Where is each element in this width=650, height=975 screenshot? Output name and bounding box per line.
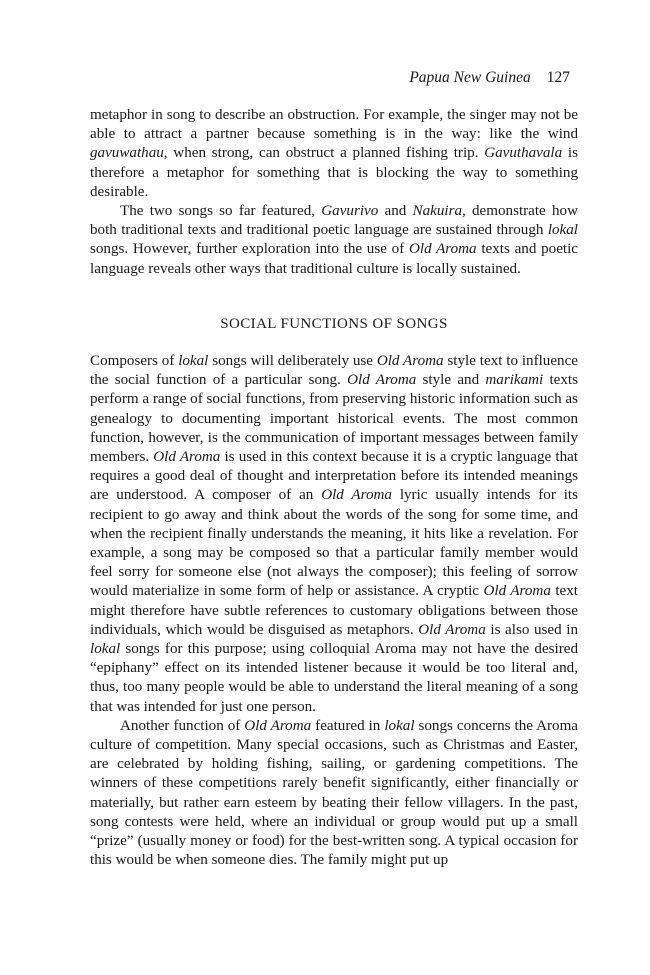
text-run: Composers of [90, 353, 179, 369]
italic-term: lokal [90, 641, 121, 658]
italic-term: Old Aroma [244, 717, 312, 734]
text-run: when strong, can obstruct a planned fishing trip. [167, 145, 485, 162]
body-text-after-heading [90, 352, 578, 870]
italic-term: Old Aroma [408, 241, 477, 258]
paragraph [90, 352, 578, 717]
paragraph [90, 106, 578, 202]
text-run: texts perform a range of social functions, from preserving historic information such as genealogy to documenting important historical events. The most common function, however, is the communication of important messages between family members. [90, 372, 578, 466]
text-run: Another function of [120, 717, 245, 734]
paragraph [90, 202, 578, 279]
page-number: 127 [546, 69, 570, 86]
italic-term: Old Aroma [418, 621, 486, 638]
running-head-title: Papua New Guinea [409, 69, 531, 86]
text-run: featured in [311, 717, 385, 734]
section-heading: SOCIAL FUNCTIONS OF SONGS [220, 316, 448, 332]
text-run: songs for this purpose; using colloquial Aroma may not have the desired “epiphany” effect on its intended listener because it would be too literal and, thus, too many people would be able to understand the literal meaning of a song that was intended for just one person. [90, 641, 578, 715]
italic-term: Gavuthavala [484, 145, 563, 162]
text-run: demonstrate how both traditional texts and traditional poetic language are sustained through [90, 203, 578, 239]
running-head [409, 68, 570, 88]
body-text-before-heading [90, 106, 578, 279]
text-run: metaphor in song to describe an obstruction. For example, the singer may not be able to attract a partner because something is in the way: like the wind [90, 107, 578, 143]
text-run: is therefore a metaphor for something that is blocking the way to something desirable. [90, 145, 578, 200]
italic-term: lokal [384, 717, 415, 734]
italic-term: Gavurivo [321, 203, 379, 220]
text-run: style and [416, 372, 486, 389]
text-run: songs. However, further exploration into the use of [90, 241, 409, 258]
italic-term: Old Aroma [153, 449, 221, 466]
text-run: is used in this context because it is a cryptic language that requires a good deal of thought and interpretation before its intended meanings are understood. A composer of an [90, 449, 579, 504]
italic-term: Old Aroma [483, 583, 551, 600]
italic-term: Old Aroma [321, 487, 392, 504]
italic-term: Old Aroma [347, 372, 417, 389]
text-run: songs concerns the Aroma culture of competition. Many special occasions, such as Christmas and Easter, are celebrated by holding fishing, sailing, or gardening competitions. The winners of these competitions rarely benefit significantly, either financially or materially, but rather earn esteem by beating their fellow villagers. In the past, song contests were held, where an individual or group would put up a small “prize” (usually money or food) for the best-written song. A typical occasion for this would be when someone dies. The family might put up [90, 717, 579, 869]
paragraph [90, 717, 578, 871]
text-run: text might therefore have subtle references to customary obligations between those individuals, which would be disguised as metaphors. [90, 583, 578, 638]
italic-term: marikami [485, 372, 544, 389]
text-run: style text to influence the social function of a particular song. [90, 353, 578, 389]
italic-term: Nakuira, [412, 203, 466, 220]
text-run: lyric usually intends for its recipient to go away and think about the words of the song for some time, and when the recipient finally understands the meaning, it hits like a revelation. For example, a song may be composed so that a particular family member would feel sorry for someone else (not always the composer); this feeling of sorrow would materialize in some form of help or assistance. A cryptic [90, 487, 578, 600]
text-run: and [378, 203, 413, 220]
text-run: The two songs so far featured, [120, 203, 322, 220]
text-run: songs will deliberately use [208, 353, 377, 369]
italic-term: gavuwathau, [90, 145, 168, 162]
text-run: is also used in [485, 621, 578, 638]
italic-term: lokal [547, 222, 578, 239]
italic-term: lokal [178, 353, 209, 369]
italic-term: Old Aroma [376, 353, 444, 369]
text-run: texts and poetic language reveals other ways that traditional culture is locally sustained. [90, 241, 579, 277]
